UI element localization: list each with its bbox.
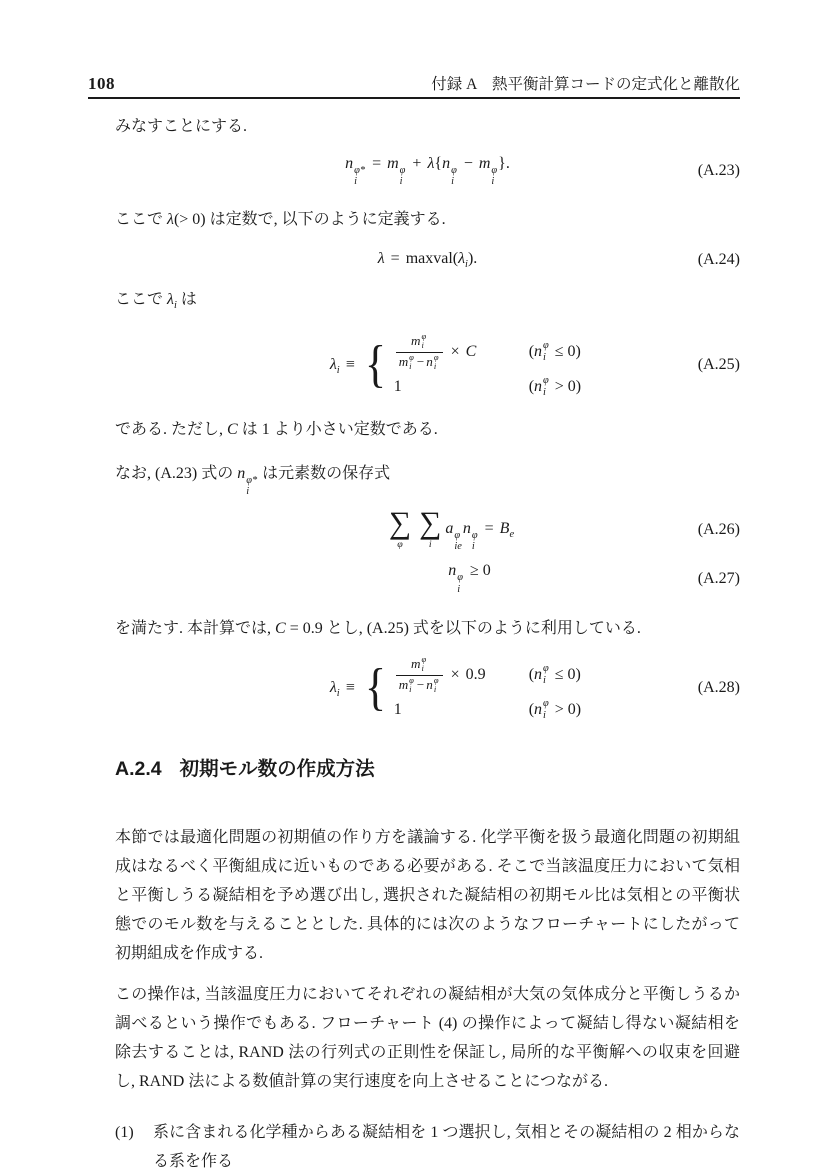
math-var-a: a [445,519,454,537]
numerator [408,655,430,674]
math-var-lambda: λ [377,249,385,267]
superscript-phi: φ [491,164,498,176]
superscript-phi-star: φ* [354,164,366,176]
cases-brace: { [364,659,386,717]
superscript-phi: φ [457,572,463,584]
superscript-phi: φ [543,663,549,675]
gt-zero: > 0) [554,700,582,718]
list-item-label: (1) [115,1124,134,1142]
text-run: である. ただし, [115,421,228,439]
number-one: 1 [393,377,402,395]
subscript-e: e [509,529,515,541]
left-brace: { [434,155,443,172]
minus-sign: − [463,155,473,172]
case-condition [529,340,581,363]
equiv-sign: ≡ [345,355,355,373]
math-var-n: n [534,700,543,718]
sigma-symbol: ∑ [419,504,442,540]
equation-a23-tag: (A.23) [697,162,740,180]
section-title: 初期モル数の作成方法 [179,758,375,781]
flowchart-list [115,1118,740,1169]
superscript-phi: φ [451,164,457,176]
math-scripts [457,572,463,595]
list-item-text: 系に含まれる化学種からある凝結相を 1 つ選択し, 気相とその凝結相の 2 相からなる系を作る [153,1124,740,1169]
summation-phi [388,504,412,551]
math-var-m: m [478,155,491,172]
text-run: ここで [115,210,168,228]
paragraph-nao [115,460,740,498]
fraction [396,332,443,372]
equation-a26-body [385,504,515,553]
body-paragraph-2: この操作は, 当該温度圧力においてそれぞれの凝結相が大気の気体成分と平衡しうるか調べるという操作でもある. フローチャート (4) の操作によって凝結し得ない凝結相を除去することは, RAND 法の行列式の正則性を保証し, 局所的な平衡解への収束を回避し, RAND 法による数値計算の実行速度を向上させることにつながる. [115,986,740,1091]
math-scripts [400,165,406,188]
superscript-phi: φ [399,164,406,176]
math-var-n: n [426,354,433,370]
times-sign: × [450,665,460,683]
math-lambda-i [167,290,177,311]
superscript-phi: φ [543,375,549,387]
superscript-phi: φ [433,674,439,685]
equation-a23-body [345,155,510,188]
equation-a24-tag: (A.24) [697,250,740,268]
text-run: は 1 より小さい定数である. [237,421,438,439]
math-scripts [543,375,549,398]
subscript-i: i [421,340,424,351]
math-var-n: n [345,155,354,172]
math-scripts [434,676,439,695]
math-var-m: m [387,155,399,172]
math-scripts [491,165,497,188]
subscript-i: i [451,176,454,188]
math-scripts [246,475,257,498]
superscript-phi: φ [543,698,549,710]
math-n-phi-i [448,562,464,595]
equation-a25-tag: (A.25) [697,356,740,374]
subscript-i: i [399,176,403,188]
superscript-phi: φ [421,330,427,341]
text-run: (> 0) は定数で, 以下のように定義する. [173,210,446,228]
section-heading [115,755,740,783]
math-var-n: n [237,465,246,483]
paragraph-lambdai [115,286,740,320]
left-paren: ( [528,700,535,718]
subscript-i: i [543,386,546,398]
equation-a26-tag: (A.26) [697,521,740,539]
math-var-lambda: λ [329,355,337,373]
maxval-function: maxval [405,249,453,267]
math-n-phistar-i [237,465,258,498]
denominator [396,352,443,372]
case-condition [529,698,581,721]
minus-sign: − [416,354,425,370]
equation-a27-tag: (A.27) [697,569,740,587]
math-var-n: n [534,377,543,395]
text-run: = 0.9 とし, (A.25) 式を以下のように利用している. [285,619,641,637]
number-one: 1 [393,700,402,718]
case-condition [529,375,581,398]
subscript-i: i [246,486,250,498]
math-var-n: n [426,677,433,693]
cases-brace: { [364,336,386,394]
minus-sign: − [416,677,425,693]
superscript-phi: φ [421,653,427,664]
summation-i [419,504,442,551]
page-header [88,72,740,99]
equation-a23 [115,155,740,188]
superscript-phi: φ [433,351,439,362]
section-number: A.2.4 [115,758,162,781]
math-var-lambda: λ [167,210,174,228]
math-var-C: C [465,342,477,360]
subscript-ie: ie [454,540,462,552]
math-var-m: m [398,677,409,693]
equation-a24 [115,250,740,270]
page-content [88,113,740,1169]
sigma-symbol: ∑ [388,504,412,540]
equation-a28-body [330,655,581,721]
cases-block [394,655,581,721]
subscript-i: i [491,176,495,188]
sum-index-i: i [428,539,432,551]
subscript-i: i [457,583,461,595]
math-scripts [543,340,549,363]
math-m-phi-i [478,155,498,188]
math-lambda-i [458,249,468,270]
equals-sign: = [390,249,400,267]
math-scripts [409,676,414,695]
equation-a25-body [330,332,581,398]
math-var-n: n [534,665,543,683]
equation-a27 [115,562,740,595]
body-paragraph-1: 本節では最適化問題の初期値の作り方を議論する. 化学平衡を扱う最適化問題の初期組成はなるべく平衡組成に近いものである必要がある. そこで当該温度圧力において気相と平衡しうる凝結相を予め選び出し, 選択された凝結相の初期モル比は気相との平衡状態でのモル数を与えることとした. 具体的には次のようなフローチャートにしたがって初期組成を作成する. [115,829,740,963]
subscript-i: i [336,364,340,376]
equals-sign: = [372,155,382,172]
subscript-i: i [354,176,358,188]
math-var-lambda: λ [427,155,435,172]
paragraph-mitasu [115,615,740,643]
paragraph-dearu [115,416,740,444]
subscript-i: i [173,299,177,311]
math-var-C: C [275,619,286,637]
fraction [396,655,443,695]
subscript-i: i [471,540,475,552]
math-var-lambda: λ [329,678,337,696]
subscript-i: i [433,684,437,695]
equation-a27-body [448,562,497,595]
math-var-B: B [499,519,510,537]
right-paren-period: ). [467,249,478,267]
right-brace-period: }. [498,155,510,172]
superscript-phi: φ [409,674,414,685]
text-run: ここで [115,290,168,308]
superscript-phi-star: φ* [246,474,258,486]
equals-sign: = [484,519,494,537]
equation-a24-body [378,250,478,270]
math-scripts [543,663,549,686]
math-var-n: n [534,342,543,360]
math-scripts [422,332,427,351]
left-paren: ( [528,665,535,683]
math-var-m: m [411,333,421,349]
left-paren: ( [528,377,535,395]
paragraph-lambda-def [115,206,740,234]
superscript-phi: φ [543,340,549,352]
case-row-2 [394,698,581,721]
numerator [408,332,430,351]
math-var-n: n [448,562,457,580]
case-expression [394,655,529,695]
denominator [396,675,443,695]
subscript-i: i [409,361,412,372]
subscript-i: i [465,258,468,270]
case-row-1 [394,655,581,695]
running-header-title: 付録 A 熱平衡計算コードの定式化と離散化 [431,76,740,93]
text-run: を満たす. 本計算では, [115,619,276,637]
math-var-n: n [442,155,451,172]
superscript-phi: φ [471,529,478,541]
subscript-i: i [421,663,424,674]
math-B-e [499,519,515,541]
math-lambda-i [329,678,340,699]
text-run: は [176,290,197,308]
math-var-m: m [398,354,409,370]
case-row-2 [394,375,581,398]
leq-zero: ≤ 0) [554,665,581,683]
subscript-i: i [543,709,546,721]
math-var-m: m [411,656,421,672]
geq-zero: ≥ 0 [469,562,491,580]
subscript-i: i [409,684,412,695]
math-scripts [409,353,414,372]
math-n-phi-i [462,519,479,552]
math-scripts [472,530,478,553]
math-scripts [454,530,462,553]
math-n-phistar-i [345,155,366,188]
math-var-lambda: λ [167,290,174,308]
case-condition [529,663,581,686]
gt-zero: > 0) [554,377,582,395]
subscript-i: i [543,674,546,686]
sum-index-phi: φ [397,539,403,551]
number-zero-nine: 0.9 [465,665,486,683]
math-scripts [422,655,427,674]
plus-sign: + [412,155,422,172]
leq-zero: ≤ 0) [554,342,581,360]
subscript-i: i [336,687,340,699]
math-lambda-i [329,355,340,376]
text-run: なお, (A.23) 式の [115,465,238,483]
case-expression [394,378,529,396]
math-scripts [543,698,549,721]
math-var-n: n [462,519,471,537]
equation-a25 [115,332,740,398]
math-m-phi-i [387,155,406,188]
superscript-phi: φ [454,529,461,541]
math-scripts [354,165,365,188]
math-a-phi-ie [445,519,463,552]
paragraph-minasu: みなすことにする. [115,118,248,135]
text-run: は元素数の保存式 [258,465,391,483]
math-n-phi-i [442,155,458,188]
left-paren: ( [452,249,459,267]
flowchart-item-1 [115,1118,740,1169]
case-expression [394,701,529,719]
case-expression [394,332,529,372]
subscript-i: i [543,351,546,363]
math-var-lambda: λ [458,249,466,267]
equation-a26 [115,504,740,553]
math-var-C: C [227,421,238,439]
superscript-phi: φ [409,351,414,362]
equation-a28-tag: (A.28) [697,679,740,697]
case-row-1 [394,332,581,372]
times-sign: × [450,342,460,360]
cases-block [394,332,581,398]
math-scripts [451,165,457,188]
math-scripts [434,353,439,372]
subscript-i: i [433,361,437,372]
left-paren: ( [528,342,535,360]
equation-a28 [115,655,740,721]
equiv-sign: ≡ [345,678,355,696]
page-number: 108 [88,74,115,93]
